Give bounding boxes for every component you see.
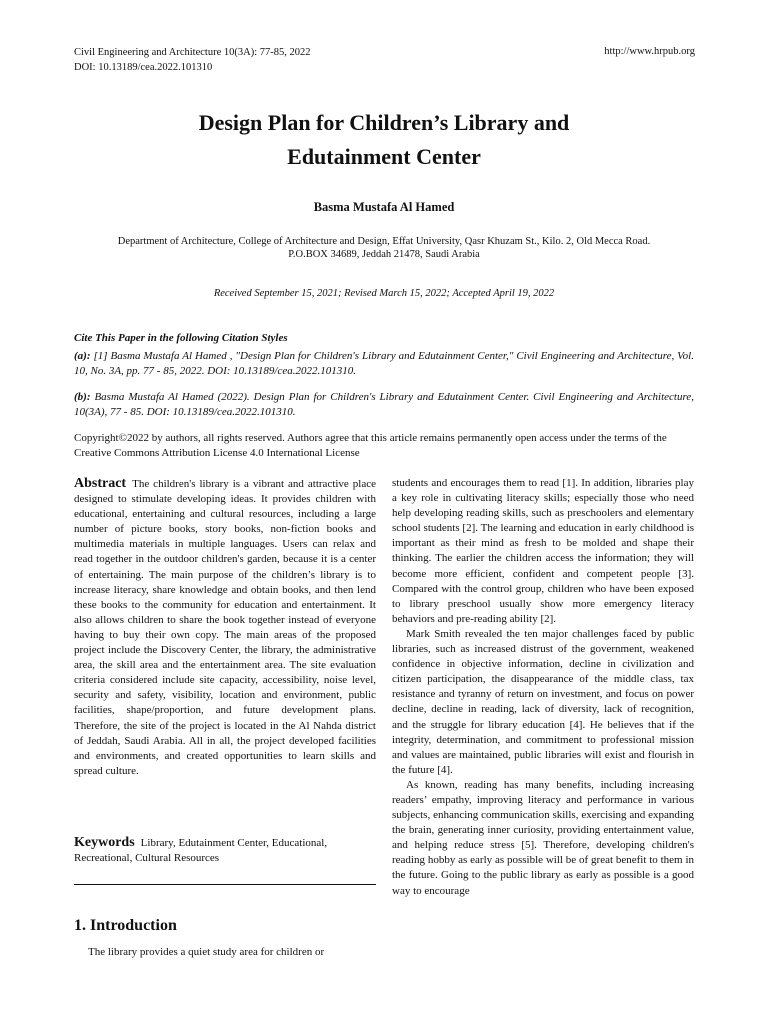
citation-b-label: (b): xyxy=(74,391,91,403)
submission-dates: Received September 15, 2021; Revised March 15, 2022; Accepted April 19, 2022 xyxy=(213,288,555,299)
publisher-url[interactable]: http://www.hrpub.org xyxy=(604,46,695,57)
citation-b-text: Basma Mustafa Al Hamed (2022). Design Plan for Children's Library and Edutainment Center. Civil Engineering and Architecture, 10(3A), 77 - 85. DOI: 10.13189/cea.2022.101310. xyxy=(74,391,694,418)
citation-style-b xyxy=(74,390,694,420)
paper-title xyxy=(74,106,694,174)
copyright-notice: Copyright©2022 by authors, all rights reserved. Authors agree that this article remains permanently open access under the terms of the Creative Commons Attribution License 4.0 International License xyxy=(74,432,667,459)
introduction-heading: 1. Introduction xyxy=(74,917,177,934)
paragraph-2: Mark Smith revealed the ten major challenges faced by public libraries, such as increased distrust of the government, weakened confidence in objective information, decline in civilization and citizen participation, the disappearance of the middle class, tax resistance and tyranny of return on investment, and focus on power decline, decline in reading, lack of diversity, lack of recognition, and the struggle for library education [4]. He believes that if the integrity, determination, and commitment to professional mission and values are maintained, public libraries will exist and flourish in the future [4]. xyxy=(392,627,694,776)
affiliation-line-1: Department of Architecture, College of Architecture and Design, Effat University, Qasr Khuzam St., Kilo. 2, Old Mecca Road. xyxy=(117,236,651,247)
affiliation xyxy=(74,235,694,261)
journal-doi: DOI: 10.13189/cea.2022.101310 xyxy=(74,62,213,73)
section-divider xyxy=(74,884,376,885)
journal-citation: Civil Engineering and Architecture 10(3A): 77-85, 2022 xyxy=(74,47,311,58)
keywords-heading: Keywords xyxy=(74,835,135,850)
citation-a-label: (a): xyxy=(74,350,91,362)
citation-style-a xyxy=(74,349,694,379)
title-line-2: Edutainment Center xyxy=(287,144,481,169)
citation-heading: Cite This Paper in the following Citation Styles xyxy=(74,332,288,344)
keywords xyxy=(74,835,376,866)
abstract-text: The children's library is a vibrant and attractive place designed to stimulate developing ideas. It provides children with educational, entertaining and cultural resources, including a large number of picture books, story books, non-fiction books and multimedia materials in multiple languages. Users can relax and read together in the outdoor children's garden, because it is a center of entertaining. The main purpose of the children’s library is to increase literacy, share knowledge and obtain books, and then lend these books to the community for education and entertainment. It also allows children to share the book together instead of everyone having to buy their own copy. The main areas of the proposed project include the Discovery Center, the library, the administrative area, the skill area and the entertainment area. The site evaluation criteria considered include site capacity, accessibility, noise level, security and safety, visibility, location and environment, public facilities, shape/proportion, and future development plans. Therefore, the site of the project is located in the Al Nahda district of Jeddah, Saudi Arabia. All in all, the project developed facilities and environments, and created opportunities to learn skills and spread culture. xyxy=(74,478,376,777)
keywords-text: Library, Edutainment Center, Educational, Recreational, Cultural Resources xyxy=(74,837,328,864)
paragraph-3: As known, reading has many benefits, including increasing readers’ empathy, improving literacy and performance in various subjects, enhancing communication skills, exercising and expanding the brain, generating inner curiosity, providing entertainment value, and helping reduce stress [5]. Therefore, developing children's reading hobby as early as possible will be of great benefit to them in the future. Going to the public library as early as possible is a good way to encourage xyxy=(392,778,694,897)
author-name: Basma Mustafa Al Hamed xyxy=(313,200,455,214)
affiliation-line-2: P.O.BOX 34689, Jeddah 21478, Saudi Arabia xyxy=(288,249,480,260)
introduction-text: The library provides a quiet study area for children or xyxy=(88,946,325,958)
paragraph-1: students and encourages them to read [1]. In addition, libraries play a key role in cultivating literacy skills; especially those who need help developing reading skills, such as preschoolers and elementary school students [2]. The learning and education in early childhood is important as their mind as fresh to be molded and shape their thinking. The earlier the children access the information; they will become more efficient, confident and competent people [3]. Compared with the control group, children who have been exposed to library preschool usually show more emergency literacy behaviors and pre-reading ability [2]. xyxy=(392,477,694,625)
citation-a-text: [1] Basma Mustafa Al Hamed , "Design Plan for Children's Library and Edutainment Center," Civil Engineering and Architecture, Vol. 10, No. 3A, pp. 77 - 85, 2022. DOI: 10.13189/cea.2022.101310. xyxy=(74,350,694,377)
left-column xyxy=(74,476,376,779)
abstract xyxy=(74,476,376,779)
abstract-heading: Abstract xyxy=(74,476,127,491)
right-column xyxy=(392,476,694,899)
title-line-1: Design Plan for Children’s Library and xyxy=(198,110,570,135)
